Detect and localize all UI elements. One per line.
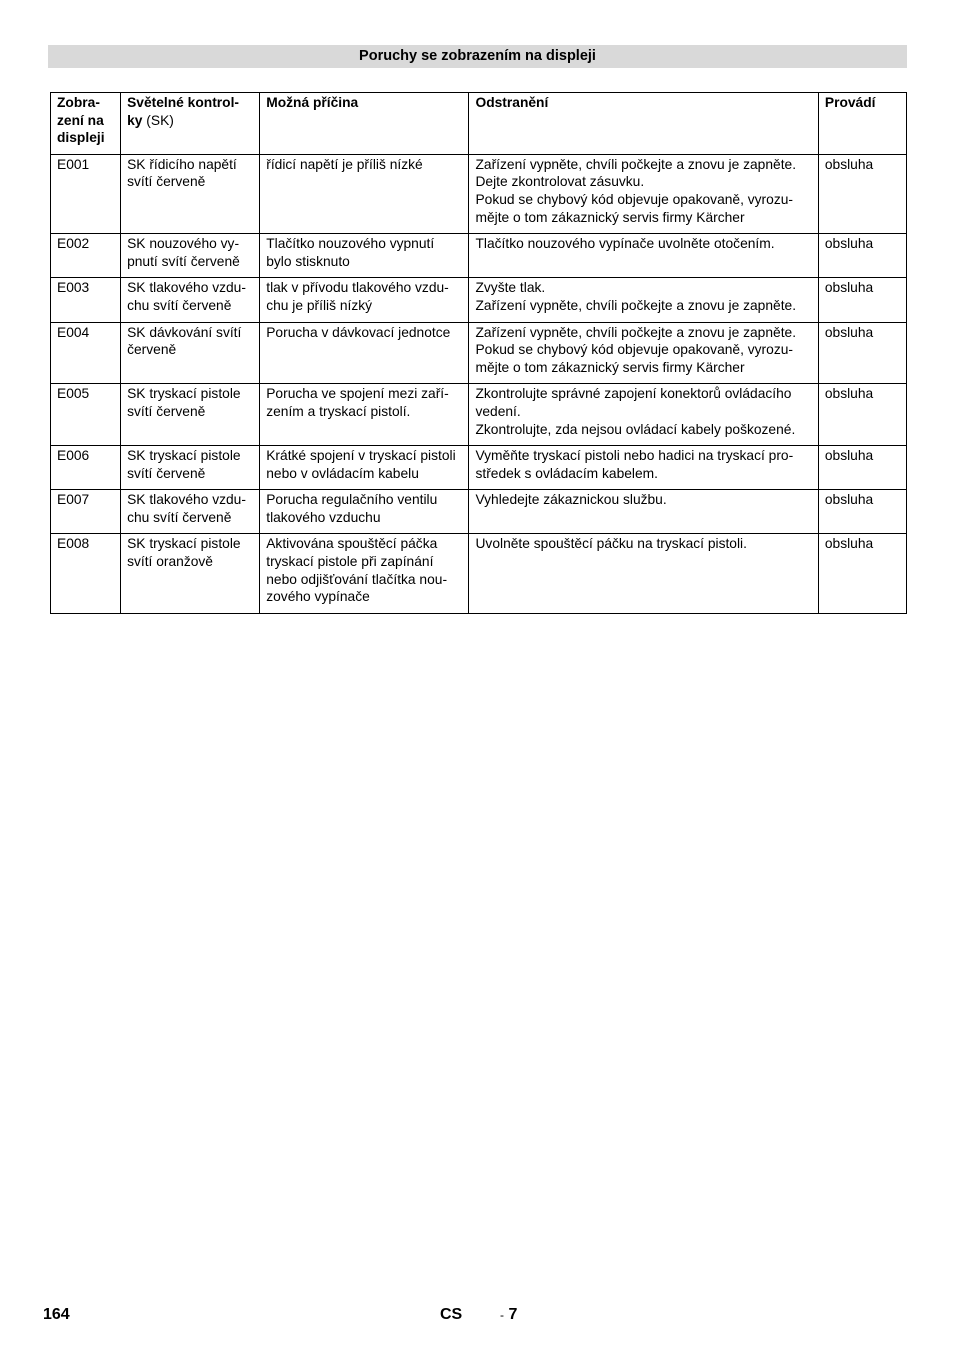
table-row [51, 384, 907, 446]
cell-who: obsluha [818, 384, 906, 446]
cell-fix-line: Dejte zkontrolovat zásuvku. [475, 174, 645, 190]
cell-code: E003 [51, 278, 121, 322]
cell-fix [469, 234, 818, 278]
sub-page [500, 1306, 517, 1324]
cell-cause-line: řídicí napětí je příliš nízké [266, 156, 423, 172]
table-row [51, 278, 907, 322]
cell-fix-line: Vyhledejte zákaznickou službu. [475, 492, 667, 508]
cell-led-line: SK tlakového vzdu- [127, 280, 246, 296]
cell-fix-line: Zkontrolujte správné zapojení konektorů ovládacího [475, 386, 792, 402]
cell-led [121, 322, 260, 384]
header-fix: Odstranění [469, 93, 818, 155]
cell-fix [469, 384, 818, 446]
cell-cause-line: Krátké spojení v tryskací pistoli [266, 448, 456, 464]
cell-led-line: svítí červeně [127, 174, 206, 190]
header-led [121, 93, 260, 155]
cell-who: obsluha [818, 490, 906, 534]
cell-led-line: SK tryskací pistole [127, 536, 241, 552]
cell-cause [260, 490, 469, 534]
cell-cause-line: Porucha ve spojení mezi zaří- [266, 386, 449, 402]
sub-page-number: 7 [508, 1306, 518, 1323]
cell-led-line: SK tlakového vzdu- [127, 492, 246, 508]
cell-fix-line: vedení. [475, 403, 521, 419]
cell-fix-line: Zařízení vypněte, chvíli počkejte a znovu je zapněte. [475, 297, 797, 313]
header-code [51, 93, 121, 155]
cell-cause-line: tlakového vzduchu [266, 509, 381, 525]
cell-fix-line: mějte o tom zákaznický servis firmy Kärcher [475, 209, 745, 225]
language-code: CS [440, 1306, 463, 1323]
cell-cause-line: nebo odjišťování tlačítka nou- [266, 571, 448, 587]
cell-cause-line: zového vypínače [266, 589, 370, 605]
cell-led [121, 154, 260, 233]
table-row [51, 234, 907, 278]
cell-who: obsluha [818, 322, 906, 384]
cell-fix [469, 490, 818, 534]
cell-code: E001 [51, 154, 121, 233]
cell-fix [469, 446, 818, 490]
header-code-line: displeji [57, 130, 105, 146]
cell-cause [260, 154, 469, 233]
cell-code: E004 [51, 322, 121, 384]
cell-cause [260, 322, 469, 384]
cell-cause-line: Porucha v dávkovací jednotce [266, 324, 451, 340]
cell-led-line: červeně [127, 342, 177, 358]
cell-led-line: svítí oranžově [127, 554, 213, 570]
cell-led [121, 234, 260, 278]
table-row [51, 322, 907, 384]
cell-code: E006 [51, 446, 121, 490]
cell-fix-line: Pokud se chybový kód objevuje opakovaně, vyrozu- [475, 191, 793, 207]
header-code-line: zení na [57, 112, 104, 128]
cell-led-line: pnutí svítí červeně [127, 253, 240, 269]
cell-led-line: SK nouzového vy- [127, 236, 240, 252]
cell-led-line: SK tryskací pistole [127, 386, 241, 402]
cell-cause [260, 446, 469, 490]
cell-cause-line: Porucha regulačního ventilu [266, 492, 438, 508]
cell-cause [260, 234, 469, 278]
cell-led-line: SK řídicího napětí [127, 156, 237, 172]
cell-who: obsluha [818, 446, 906, 490]
fault-table [50, 92, 907, 614]
cell-led [121, 278, 260, 322]
cell-led-line: chu svítí červeně [127, 297, 232, 313]
section-title: Poruchy se zobrazením na displeji [48, 45, 907, 68]
table-row [51, 534, 907, 613]
cell-fix-line: Uvolněte spouštěcí páčku na tryskací pistoli. [475, 536, 747, 552]
cell-who: obsluha [818, 234, 906, 278]
cell-fix-line: Tlačítko nouzového vypínače uvolněte otočením. [475, 236, 775, 252]
cell-fix [469, 322, 818, 384]
cell-who: obsluha [818, 534, 906, 613]
cell-code: E007 [51, 490, 121, 534]
cell-led [121, 534, 260, 613]
table-row [51, 154, 907, 233]
cell-led [121, 490, 260, 534]
cell-cause-line: tryskací pistole při zapínání [266, 554, 434, 570]
page-number: 164 [43, 1306, 70, 1323]
table-row [51, 446, 907, 490]
cell-cause-line: bylo stisknuto [266, 253, 350, 269]
sub-page-dash: - [500, 1308, 504, 1322]
cell-fix-line: Zařízení vypněte, chvíli počkejte a znovu je zapněte. [475, 156, 797, 172]
cell-fix-line: mějte o tom zákaznický servis firmy Kärcher [475, 359, 745, 375]
cell-cause-line: chu je příliš nízký [266, 297, 373, 313]
cell-fix-line: Pokud se chybový kód objevuje opakovaně, vyrozu- [475, 342, 793, 358]
cell-led-line: SK tryskací pistole [127, 448, 241, 464]
cell-led-line: svítí červeně [127, 403, 206, 419]
header-led-line [127, 112, 253, 130]
cell-code: E002 [51, 234, 121, 278]
cell-cause-line: Aktivována spouštěcí páčka [266, 536, 438, 552]
cell-fix-line: Zařízení vypněte, chvíli počkejte a znovu je zapněte. [475, 324, 797, 340]
header-led-line: Světelné kontrol- [127, 95, 240, 110]
cell-led [121, 384, 260, 446]
cell-cause-line: nebo v ovládacím kabelu [266, 465, 419, 481]
table-row [51, 490, 907, 534]
cell-cause-line: Tlačítko nouzového vypnutí [266, 236, 435, 252]
cell-fix [469, 534, 818, 613]
cell-led [121, 446, 260, 490]
cell-cause [260, 278, 469, 322]
header-led-bold: ky [127, 112, 143, 128]
cell-who: obsluha [818, 278, 906, 322]
cell-code: E005 [51, 384, 121, 446]
cell-cause [260, 384, 469, 446]
cell-fix-line: Zkontrolujte, zda nejsou ovládací kabely poškozené. [475, 421, 796, 437]
cell-who: obsluha [818, 154, 906, 233]
cell-fix [469, 278, 818, 322]
header-led-abbrev: (SK) [142, 112, 174, 128]
cell-fix-line: středek s ovládacím kabelem. [475, 465, 658, 481]
cell-led-line: svítí červeně [127, 465, 206, 481]
cell-fix [469, 154, 818, 233]
cell-led-line: chu svítí červeně [127, 509, 232, 525]
header-cause: Možná příčina [260, 93, 469, 155]
cell-cause-line: tlak v přívodu tlakového vzdu- [266, 280, 449, 296]
cell-led-line: SK dávkování svítí [127, 324, 242, 340]
table-header-row [51, 93, 907, 155]
cell-fix-line: Zvyšte tlak. [475, 280, 546, 296]
header-who: Provádí [818, 93, 906, 155]
cell-fix-line: Vyměňte tryskací pistoli nebo hadici na tryskací pro- [475, 448, 794, 464]
cell-code: E008 [51, 534, 121, 613]
cell-cause-line: zením a tryskací pistolí. [266, 403, 411, 419]
cell-cause [260, 534, 469, 613]
header-code-line: Zobra- [57, 95, 100, 110]
table-body [51, 154, 907, 613]
